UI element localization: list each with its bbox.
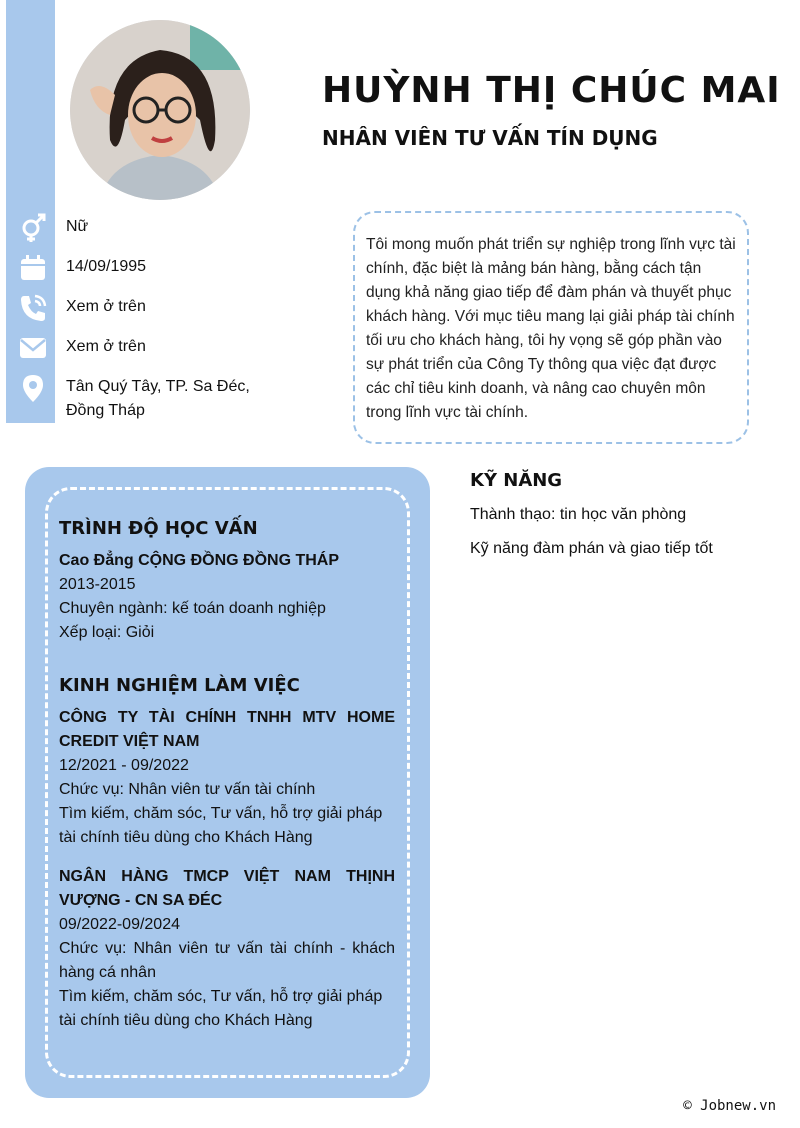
experience-period: 09/2022-09/2024 — [59, 916, 180, 933]
education-experience-card — [25, 467, 430, 1098]
experience-company: NGÂN HÀNG TMCP VIỆT NAM THỊNH VƯỢNG - CN SA ĐÉC — [59, 868, 395, 909]
experience-position: Chức vụ: Nhân viên tư vấn tài chính — [59, 781, 316, 798]
phone-text: Xem ở trên — [66, 298, 146, 315]
job-title: NHÂN VIÊN TƯ VẤN TÍN DỤNG — [322, 126, 658, 150]
footer-credit[interactable]: © Jobnew.vn — [683, 1098, 776, 1114]
address-text: Tân Quý Tây, TP. Sa Đéc, Đồng Tháp — [66, 378, 250, 419]
email-text: Xem ở trên — [66, 338, 146, 355]
education-grade: Xếp loại: Giỏi — [59, 624, 155, 641]
experience-item — [59, 706, 395, 850]
avatar-photo — [70, 20, 250, 200]
experience-description: Tìm kiếm, chăm sóc, Tư vấn, hỗ trợ giải pháp tài chính tiêu dùng cho Khách Hàng — [59, 988, 383, 1029]
experience-period: 12/2021 - 09/2022 — [59, 757, 189, 774]
gender-text: Nữ — [66, 218, 89, 235]
experience-item — [59, 865, 395, 1033]
card-inner-border — [45, 487, 410, 1078]
location-icon — [18, 373, 48, 403]
candidate-name: HUỲNH THỊ CHÚC MAI — [322, 70, 781, 111]
education-years: 2013-2015 — [59, 576, 136, 593]
email-icon — [18, 333, 48, 363]
career-objective — [353, 211, 749, 444]
skills-section — [470, 470, 780, 571]
avatar — [70, 20, 250, 200]
skill-item: Thành thạo: tin học văn phòng — [470, 506, 687, 523]
objective-text: Tôi mong muốn phát triển sự nghiệp trong lĩnh vực tài chính, đặc biệt là mảng bán hàng, bằng cách tận dụng khả năng giao tiếp để đàm phán và thuyết phục khách hàng. Với mục tiêu mang lại giải pháp tài chính tối ưu cho khách hàng, tôi hy vọng sẽ góp phần vào sự phát triển của Công Ty thông qua việc đạt được các chỉ tiêu kinh doanh, và nâng cao chuyên môn trong lĩnh vực tài chính. — [366, 236, 736, 421]
education-school: Cao Đẳng CỘNG ĐỒNG ĐỒNG THÁP — [59, 552, 340, 569]
calendar-icon — [18, 253, 48, 283]
skill-item: Kỹ năng đàm phán và giao tiếp tốt — [470, 540, 713, 557]
education-title: TRÌNH ĐỘ HỌC VẤN — [59, 518, 258, 539]
birthdate-text: 14/09/1995 — [66, 258, 147, 275]
skills-title: KỸ NĂNG — [470, 470, 563, 491]
experience-position: Chức vụ: Nhân viên tư vấn tài chính - khách hàng cá nhân — [59, 940, 395, 981]
experience-description: Tìm kiếm, chăm sóc, Tư vấn, hỗ trợ giải pháp tài chính tiêu dùng cho Khách Hàng — [59, 805, 383, 846]
gender-icon — [18, 213, 48, 243]
phone-icon — [18, 293, 48, 323]
education-major: Chuyên ngành: kế toán doanh nghiệp — [59, 600, 326, 617]
experience-title: KINH NGHIỆM LÀM VIỆC — [59, 675, 300, 696]
experience-company: CÔNG TY TÀI CHÍNH TNHH MTV HOME CREDIT VIỆT NAM — [59, 709, 395, 750]
